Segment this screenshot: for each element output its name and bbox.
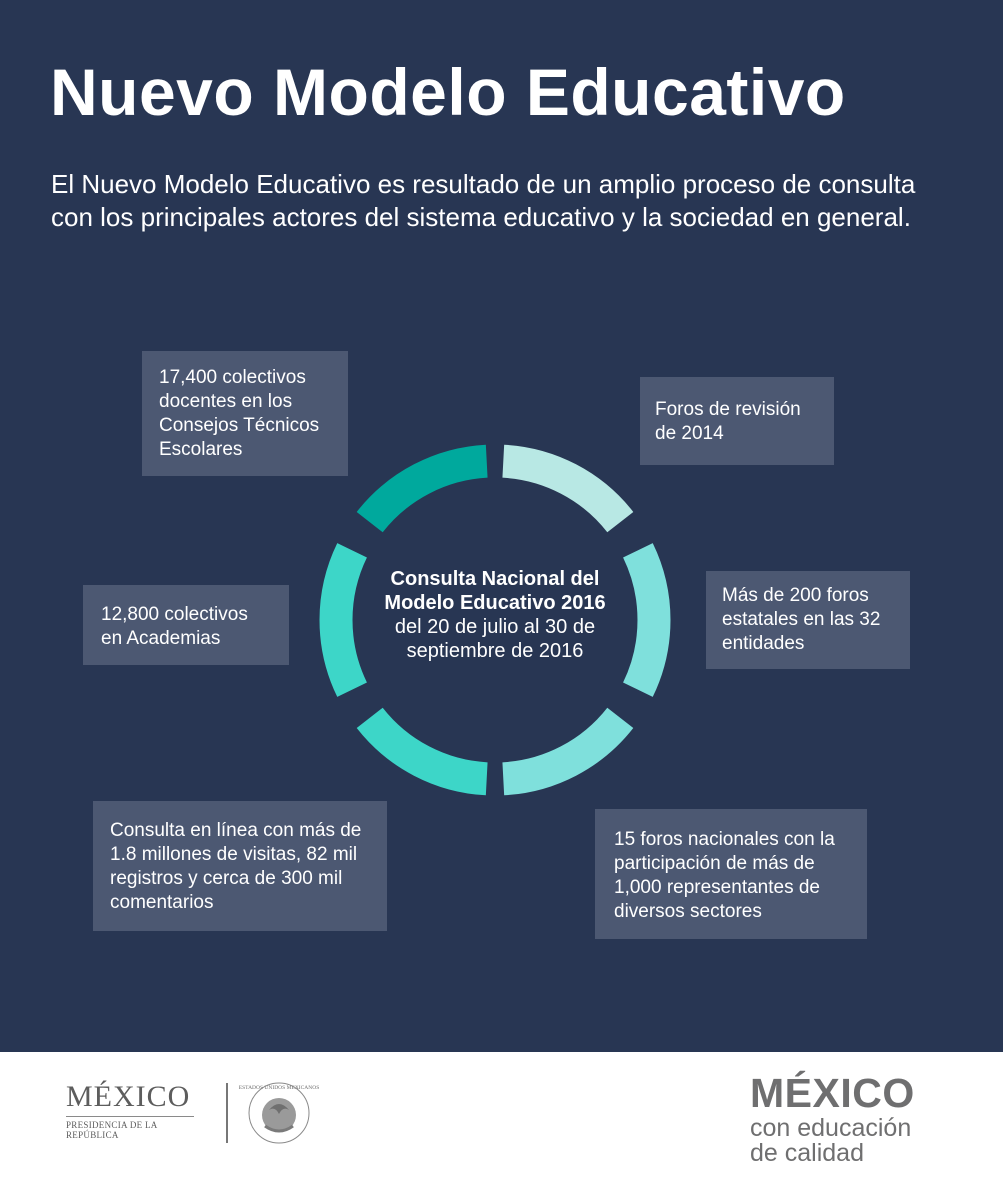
box-foros-nacionales (595, 809, 867, 939)
box-colectivos-docentes (142, 351, 348, 476)
box-line: entidades (722, 633, 805, 654)
center-subtitle-line1: del 20 de julio al 30 de (394, 616, 596, 638)
ring-segment-bottom-right (503, 718, 620, 779)
seal-text: ESTADOS UNIDOS MEXICANOS (238, 1085, 320, 1091)
intro-text: El Nuevo Modelo Educativo es resultado de un amplio proceso de consulta con los principales actores del sistema educativo y la sociedad en general. (51, 169, 916, 232)
box-foros-estatales (706, 571, 910, 669)
box-line: de 2014 (655, 423, 724, 444)
box-line: estatales en las 32 (722, 609, 881, 630)
box-foros-revision (640, 377, 834, 465)
box-line: 1,000 representantes de (614, 877, 820, 898)
box-colectivos-academias (83, 585, 289, 665)
brand-line3: de calidad (750, 1139, 864, 1167)
page-title: Nuevo Modelo Educativo (50, 55, 846, 129)
gov-logo-subtitle: PRESIDENCIA DE LA REPÚBLICA (66, 1116, 194, 1140)
presidencia-logo (66, 1080, 206, 1140)
box-line: Consejos Técnicos (159, 415, 320, 436)
box-line: 1.8 millones de visitas, 82 mil (110, 844, 358, 865)
center-title-line1: Consulta Nacional del (390, 568, 600, 590)
box-line: docentes en los (159, 391, 293, 412)
ring-segment-top-right (503, 461, 620, 522)
gov-logo-word: MÉXICO (66, 1080, 191, 1113)
brand-logo (750, 1070, 915, 1166)
box-line: participación de más de (614, 853, 815, 874)
box-consulta-en-linea (93, 801, 387, 931)
center-label (360, 567, 630, 663)
box-line: diversos sectores (614, 901, 762, 922)
ring-segment-left (336, 550, 352, 689)
ring-segment-top-left (370, 461, 487, 522)
box-line: registros y cerca de 300 mil (110, 868, 343, 889)
box-line: comentarios (110, 892, 214, 913)
box-line: 15 foros nacionales con la (614, 829, 835, 850)
center-subtitle-line2: septiembre de 2016 (406, 640, 584, 662)
box-line: Más de 200 foros (722, 585, 869, 606)
brand-line2: con educación (750, 1114, 912, 1142)
box-line: 12,800 colectivos (101, 604, 248, 625)
center-title-line2: Modelo Educativo 2016 (384, 592, 606, 614)
box-line: Escolares (159, 439, 243, 460)
box-line: Consulta en línea con más de (110, 820, 362, 841)
box-line: 17,400 colectivos (159, 367, 306, 388)
box-line: en Academias (101, 628, 221, 649)
ring-segment-bottom-left (370, 718, 487, 779)
brand-title: MÉXICO (750, 1070, 915, 1116)
ring-segment-right (638, 550, 654, 689)
national-seal-icon (238, 1080, 320, 1146)
logo-divider (226, 1083, 228, 1143)
box-line: Foros de revisión (655, 399, 801, 420)
